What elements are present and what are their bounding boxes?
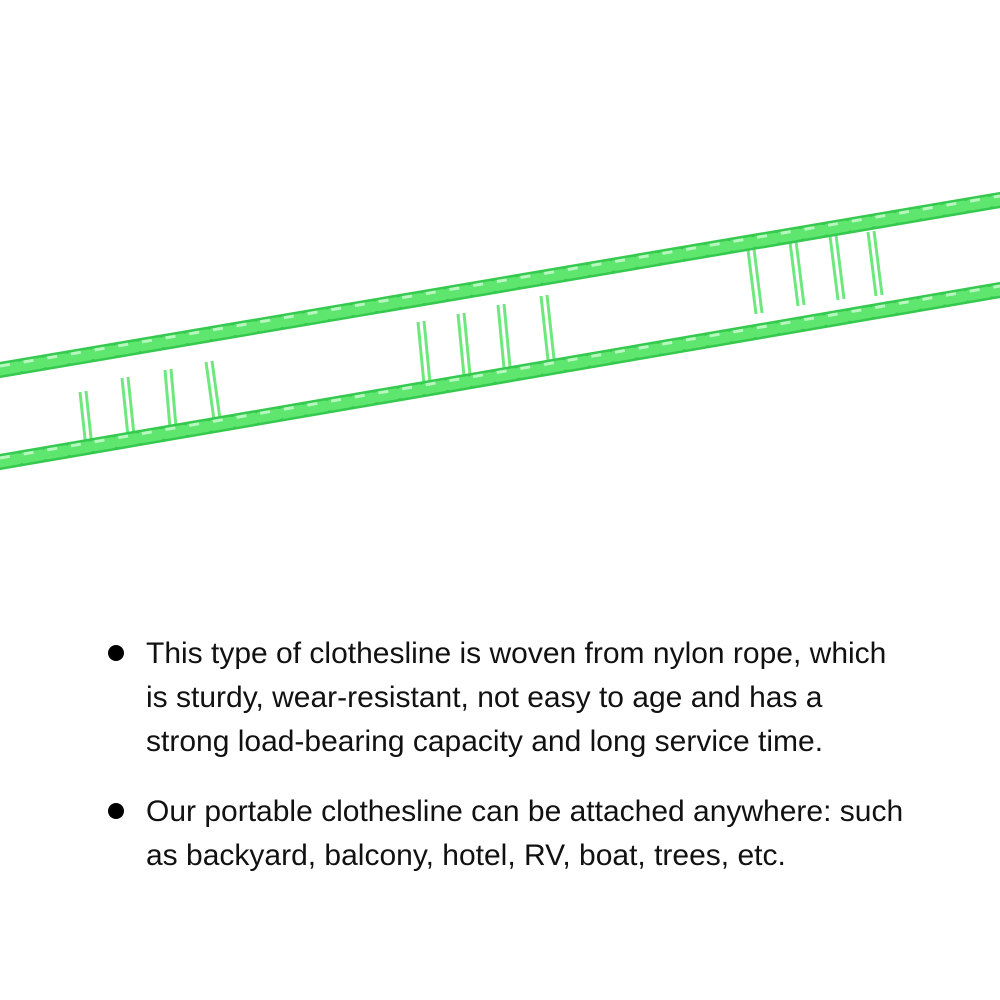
feature-text: This type of clothesline is woven from nylon rope, which is sturdy, wear-resistant, not easy to age and has a strong load-bearing capacity and long service time. (146, 637, 887, 758)
feature-text: Our portable clothesline can be attached anywhere: such as backyard, balcony, hotel, RV, boat, trees, etc. (146, 795, 904, 872)
bullet-icon (108, 803, 124, 819)
feature-list (106, 632, 906, 904)
bullet-icon (108, 645, 124, 661)
feature-item (106, 790, 906, 878)
clothesline-rope (0, 196, 1000, 462)
feature-item (106, 632, 906, 764)
